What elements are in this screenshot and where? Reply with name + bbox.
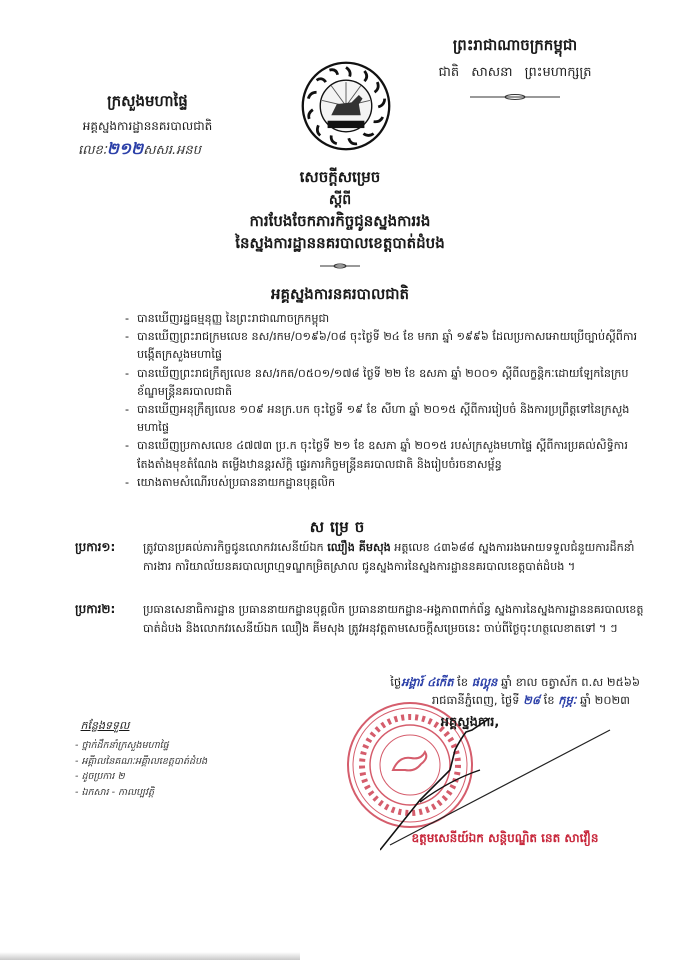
recipients-heading: កន្លែងទទួល bbox=[80, 719, 130, 732]
decides-heading: សម្រេច bbox=[309, 518, 371, 536]
ornament-divider-icon bbox=[470, 93, 560, 101]
recipient-item: - ឯកសារ - កាលប្បវត្តិ bbox=[75, 786, 155, 798]
signatory-name: ឧត្តមសេនីយ៍ឯក សន្តិបណ្ឌិត នេត សាវឿន bbox=[411, 831, 599, 845]
consideration-item: - បានឃើញព្រះរាជក្រមលេខ នស/រកម/០១៩៦/០៨ ចុះថ្ងៃទី ២៤ ខែ មករា ឆ្នាំ ១៩៩៦ ដែលប្រកាសអោយប្រើច្បាប់ស្តីពីការបង្កើតក្រសួងមហាផ្ទៃ bbox=[125, 330, 638, 362]
consideration-item: - យោងតាមសំណើរបស់ប្រធាននាយកដ្ឋានបុគ្គលិក bbox=[125, 475, 336, 489]
title-subject-label: ស្តីពី bbox=[328, 192, 352, 208]
page-edge-shadow bbox=[0, 952, 300, 960]
ornament-divider-icon bbox=[320, 263, 360, 269]
consideration-item: - បានឃើញអនុក្រឹត្យលេខ ១០៩ អនក្រ.បក ចុះថ្ងៃទី ១៩ ខែ សីហា ឆ្នាំ ២០១៥ ស្តីពីការរៀបចំ និងការប្រព្រឹត្តទៅនៃក្រសួងមហាផ្ទៃ bbox=[125, 403, 630, 435]
kingdom-title: ព្រះរាជាណាចក្រកម្ពុជា bbox=[452, 36, 578, 54]
national-police-emblem-icon bbox=[300, 60, 392, 152]
department-name: អគ្គស្នងការដ្ឋាននគរបាលជាតិ bbox=[82, 119, 213, 133]
issuing-authority: អគ្គស្នងការនគរបាលជាតិ bbox=[270, 285, 410, 303]
doc-number-prefix: លេខៈ bbox=[78, 143, 107, 158]
title-subject-line1: ការបែងចែកភារកិច្ចជូនស្នងការរង bbox=[249, 212, 431, 230]
handwritten-day: ២៨ bbox=[523, 693, 540, 707]
officer-name: ឈឿង គីមសុង bbox=[327, 541, 391, 554]
recipient-item: - ថ្នាក់ដឹកនាំក្រសួងមហាផ្ទៃ bbox=[75, 740, 169, 751]
recipient-item: - អគ្គីាលនៃគណៈអគ្គីាលខេត្តបាត់ដំបង bbox=[75, 755, 208, 767]
handwritten-lunar-month: ផល្គុន bbox=[471, 675, 498, 689]
signatory-title: អគ្គស្នងការ, bbox=[440, 715, 500, 730]
article-2 bbox=[75, 600, 645, 638]
recipients-list bbox=[75, 738, 295, 800]
article-label: ប្រការ២: bbox=[75, 602, 116, 616]
handwritten-month: កុម្ភៈ bbox=[558, 693, 577, 707]
doc-number-suffix: សសរ.អនប bbox=[143, 143, 201, 158]
handwritten-lunar-day: អង្គារ៍ ៤កើត bbox=[401, 675, 454, 689]
lunar-date: ថ្ងៃអង្គារ៍ ៤កើត ខែ ផល្គុន ឆ្នាំ ខាល ចត្វាស័ក ព.ស ២៥៦៦ bbox=[390, 675, 640, 689]
doc-number-value: ២១២ bbox=[106, 139, 144, 158]
solar-date: រាជធានីភ្នំពេញ, ថ្ងៃទី ២៨ ខែ កុម្ភៈ ឆ្នាំ ២០២៣ bbox=[431, 693, 630, 707]
article-text: ប្រធានសេនាធិការដ្ឋាន ប្រធាននាយកដ្ឋានបុគ្គលិក ប្រធាននាយកដ្ឋាន-អង្គភាពពាក់ព័ន្ធ ស្នងការនៃស្នងការដ្ឋាននគរបាលខេត្តបាត់ដំបង និងលោកវរសេនីយ៍ឯក ឈឿង គីមសុង ត្រូវអនុវត្តតាមសេចក្តីសម្រេចនេះ ចាប់ពីថ្ងៃចុះហត្ថលេខាតទៅ ។ ៗ bbox=[143, 603, 644, 635]
article-text: ត្រូវបានប្រគល់ភារកិច្ចជូនលោកវរសេនីយ៍ឯក ឈឿង គីមសុង អត្តលេខ ៤៣៦៨៨ ស្នងការរងអោយទទួលជំនួយការដឹកនាំការងារ ការិយាល័យនគរបាលព្រហ្មទណ្ឌកម្រិតស្រាល ជូនស្នងការនៃស្នងការដ្ឋាននគរបាលខេត្តបាត់ដំបង ។ bbox=[143, 541, 635, 573]
ministry-name: ក្រសួងមហាផ្ទៃ bbox=[107, 92, 188, 110]
decision-title: សេចក្តីសម្រេច bbox=[299, 168, 381, 186]
consideration-item: - បានឃើញរដ្ឋធម្មនុញ្ញ នៃព្រះរាជាណាចក្រកម្ពុជា bbox=[125, 312, 330, 325]
considerations-list bbox=[125, 310, 645, 492]
consideration-item: - បានឃើញព្រះរាជក្រឹត្យលេខ នស/រកត/០៥០១/១៧៨ ថ្ងៃទី ២២ ខែ ឧសភា ឆ្នាំ ២០០១ ស្តីពីលក្ខន្តិកៈដោយឡែកនៃក្របខ័ណ្ឌមន្ត្រីនគរបាលជាតិ bbox=[125, 366, 629, 398]
title-subject-line2: នៃស្នងការដ្ឋាននគរបាលខេត្តបាត់ដំបង bbox=[235, 234, 445, 252]
recipient-item: - ដូចប្រការ ២ bbox=[75, 771, 125, 782]
national-motto: ជាតិ សាសនា ព្រះមហាក្សត្រ bbox=[438, 65, 592, 80]
article-1 bbox=[75, 538, 645, 576]
consideration-item: - បានឃើញប្រកាសលេខ ៤៧៧៣ ប្រ.ក ចុះថ្ងៃទី ២១ ខែ ឧសភា ឆ្នាំ ២០១៥ របស់ក្រសួងមហាផ្ទៃ ស្តីពីការប្រគល់សិទ្ធិការតែងតាំងមុខតំណែង តម្លើងឋានន្តរស័ក្តិ ផ្ទេរភារកិច្ចមន្ត្រីនគរបាលជាតិ និងរៀបចំរចនាសម្ព័ន្ធ bbox=[125, 439, 628, 471]
article-label: ប្រការ១: bbox=[75, 540, 116, 554]
document-number bbox=[78, 138, 201, 162]
